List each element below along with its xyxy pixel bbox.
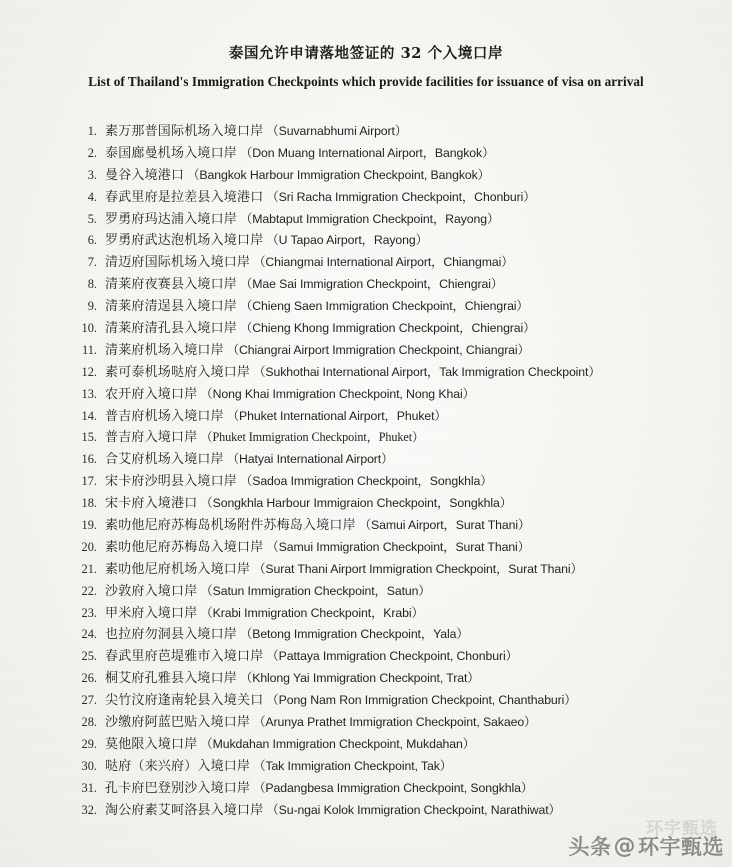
list-item-number: 1.: [87, 124, 97, 138]
list-item-number: 32.: [81, 802, 97, 817]
list-item-number: 8.: [87, 277, 97, 292]
watermark-at-symbol: @: [613, 833, 636, 859]
list-item-number: 24.: [81, 627, 97, 642]
list-item-name-chinese: 罗勇府玛达浦入境口岸: [105, 211, 238, 227]
list-item: [0, 623, 732, 645]
watermark: [569, 831, 725, 861]
list-item-number: 17.: [81, 474, 97, 489]
list-item: [0, 580, 732, 602]
list-item-name-chinese: 也拉府勿洞县入境口岸: [105, 627, 238, 643]
list-item: [0, 448, 732, 470]
list-item-name-english: （Bangkok Harbour Immigration Checkpoint, Bangkok）: [187, 167, 490, 182]
list-item-name-english: （Don Muang International Airport，Bangkok）: [240, 145, 495, 160]
list-item-name-english: （Sri Racha Immigration Checkpoint，Chonburi）: [266, 189, 536, 204]
list-item: [0, 295, 732, 317]
list-item: [0, 733, 732, 755]
list-item-name-english: （U Tapao Airport，Rayong）: [266, 233, 428, 248]
list-item-name-english: （Phuket Immigration Checkpoint，Phuket）: [200, 430, 425, 445]
list-item-name-english: （Betong Immigration Checkpoint，Yala）: [240, 627, 469, 642]
list-item-name-english: （Surat Thani Airport Immigration Checkpoint，Surat Thani）: [253, 561, 583, 576]
list-item-number: 25.: [81, 649, 97, 664]
list-item-name-chinese: 清迈府国际机场入境口岸: [105, 255, 251, 271]
watermark-account-name: 环宇甄选: [638, 835, 724, 859]
list-item-number: 6.: [87, 233, 97, 248]
list-item-name-english: （Songkhla Harbour Immigraion Checkpoint，Songkhla）: [200, 496, 512, 511]
list-item-number: 12.: [81, 364, 97, 379]
list-item-name-english: （Satun Immigration Checkpoint，Satun）: [200, 583, 431, 598]
list-item-name-chinese: 曼谷入境港口: [105, 167, 185, 183]
page-title-chinese: 泰国允许申请落地签证的 32 个入境口岸: [228, 45, 504, 62]
list-item-name-chinese: 桐艾府孔雅县入境口岸: [105, 671, 238, 687]
list-item-name-chinese: 农开府入境口岸: [105, 386, 198, 402]
list-item-number: 2.: [87, 145, 97, 160]
list-item-name-chinese: 素万那普国际机场入境口岸: [105, 124, 264, 139]
list-item-name-chinese: 素叻他尼府苏梅岛机场附件苏梅岛入境口岸: [105, 518, 356, 534]
list-item-name-chinese: 沙缴府阿蓝巴贴入境口岸: [105, 715, 251, 731]
list-item-name-english: （Tak Immigration Checkpoint, Tak）: [253, 758, 452, 773]
list-item-number: 5.: [87, 211, 97, 226]
list-item: [0, 689, 732, 711]
list-item-name-chinese: 普吉府机场入境口岸: [105, 408, 224, 424]
list-item-name-chinese: 泰国廊曼机场入境口岸: [105, 145, 238, 161]
list-item-number: 13.: [81, 386, 97, 401]
list-item: [0, 602, 732, 624]
list-item-name-english: （Khlong Yai Immigration Checkpoint, Trat）: [240, 671, 480, 686]
list-item-number: 7.: [87, 255, 97, 270]
list-item-name-english: （Padangbesa Immigration Checkpoint, Songkhla）: [253, 780, 534, 795]
list-item-name-chinese: 素叻他尼府苏梅岛入境口岸: [105, 539, 264, 555]
list-item-name-chinese: 清莱府清孔县入境口岸: [105, 321, 238, 337]
list-item-number: 3.: [87, 167, 97, 182]
list-item: [0, 164, 732, 186]
page-title-english: List of Thailand's Immigration Checkpoints which provide facilities for issuance of visa on arrival: [88, 74, 644, 89]
list-item-name-english: （Sadoa Immigration Checkpoint，Songkhla）: [240, 474, 493, 489]
list-item-number: 27.: [81, 693, 97, 708]
list-item-number: 19.: [81, 518, 97, 533]
list-item-name-chinese: 罗勇府武达泡机场入境口岸: [105, 233, 264, 249]
list-item: [0, 799, 732, 821]
list-item-name-chinese: 合艾府机场入境口岸: [105, 452, 224, 468]
checkpoint-list: [0, 120, 732, 821]
list-item-number: 20.: [81, 539, 97, 554]
list-item-number: 11.: [81, 342, 97, 357]
list-item-number: 9.: [87, 299, 97, 314]
list-item-name-english: （Mukdahan Immigration Checkpoint, Mukdahan）: [200, 736, 475, 751]
list-item-number: 16.: [81, 452, 97, 467]
list-item-name-chinese: 春武里府是拉差县入境港口: [105, 189, 264, 205]
list-item-name-english: （Arunya Prathet Immigration Checkpoint, Sakaeo）: [253, 715, 537, 730]
list-item-name-english: （Suvarnabhumi Airport）: [266, 124, 408, 138]
list-item: [0, 667, 732, 689]
list-item-name-english: （Samui Airport，Surat Thani）: [358, 518, 531, 533]
list-item-number: 28.: [81, 715, 97, 730]
list-item-name-chinese: 尖竹汶府逢南轮县入境关口: [105, 693, 264, 709]
list-item-name-english: （Pong Nam Ron Immigration Checkpoint, Chanthaburi）: [266, 693, 577, 708]
list-item-name-chinese: 春武里府芭堤雅市入境口岸: [105, 649, 264, 665]
list-item-name-chinese: 清莱府机场入境口岸: [105, 342, 224, 358]
list-item-name-chinese: 清莱府夜赛县入境口岸: [105, 277, 238, 293]
list-item-number: 31.: [81, 780, 97, 795]
list-item: [0, 711, 732, 733]
list-item-name-chinese: 沙敦府入境口岸: [105, 583, 198, 599]
list-item-name-english: （Nong Khai Immigration Checkpoint, Nong Khai）: [200, 386, 475, 401]
list-item-number: 30.: [81, 758, 97, 773]
list-item: [0, 777, 732, 799]
list-item-name-chinese: 普吉府入境口岸: [105, 430, 198, 446]
list-item: [0, 470, 732, 492]
list-item: [0, 229, 732, 251]
list-item-number: 29.: [81, 736, 97, 751]
watermark-prefix: 头条: [568, 835, 612, 859]
list-item-name-english: （Mae Sai Immigration Checkpoint，Chiengrai）: [240, 277, 504, 292]
list-item: [0, 383, 732, 405]
list-item: [0, 186, 732, 208]
list-item: [0, 120, 732, 142]
document-title-block: [0, 0, 732, 91]
list-item: [0, 492, 732, 514]
list-item: [0, 426, 732, 448]
list-item-name-chinese: 哒府（来兴府）入境口岸: [105, 758, 251, 774]
list-item: [0, 251, 732, 273]
list-item-name-english: （Chieng Khong Immigration Checkpoint，Chiengrai）: [240, 321, 536, 336]
list-item-number: 18.: [81, 496, 97, 511]
list-item-number: 21.: [81, 561, 97, 576]
list-item: [0, 558, 732, 580]
list-item: [0, 755, 732, 777]
watermark-ghost: 环宇甄选: [646, 819, 718, 839]
list-item-name-chinese: 甲米府入境口岸: [105, 605, 198, 621]
list-item-name-english: （Chiangrai Airport Immigration Checkpoint, Chiangrai）: [226, 342, 530, 357]
list-item: [0, 273, 732, 295]
list-item-name-english: （Phuket International Airport，Phuket）: [226, 408, 447, 423]
list-item-name-chinese: 孔卡府巴登别沙入境口岸: [105, 780, 251, 796]
list-item-name-chinese: 宋卡府入境港口: [105, 496, 198, 512]
list-item: [0, 645, 732, 667]
list-item-number: 10.: [81, 321, 97, 336]
list-item-name-chinese: 宋卡府沙明县入境口岸: [105, 474, 238, 490]
list-item-number: 15.: [81, 430, 97, 445]
list-item-number: 14.: [81, 408, 97, 423]
list-item-name-english: （Samui Immigration Checkpoint，Surat Thani）: [266, 539, 530, 554]
list-item-name-english: （Hatyai International Airport）: [226, 452, 394, 467]
list-item: [0, 514, 732, 536]
list-item: [0, 208, 732, 230]
list-item-name-english: （Krabi Immigration Checkpoint，Krabi）: [200, 605, 424, 620]
list-item: [0, 536, 732, 558]
list-item-name-chinese: 清莱府清逞县入境口岸: [105, 299, 238, 315]
list-item: [0, 317, 732, 339]
list-item-name-chinese: 素叻他尼府机场入境口岸: [105, 561, 251, 577]
list-item-number: 26.: [81, 671, 97, 686]
list-item-number: 4.: [87, 189, 97, 204]
list-item-name-english: （Chieng Saen Immigration Checkpoint，Chiengrai）: [240, 299, 529, 314]
list-item-name-english: （Pattaya Immigration Checkpoint, Chonburi）: [266, 649, 518, 664]
list-item-number: 23.: [81, 605, 97, 620]
list-item: [0, 361, 732, 383]
list-item-name-english: （Chiangmai International Airport，Chiangmai）: [253, 255, 514, 270]
list-item-name-english: （Su-ngai Kolok Immigration Checkpoint, Narathiwat）: [266, 802, 561, 817]
list-item-name-english: （Mabtaput Immigration Checkpoint，Rayong）: [240, 211, 500, 226]
list-item-name-english: （Sukhothai International Airport，Tak Immigration Checkpoint）: [253, 364, 601, 379]
list-item-name-chinese: 素可泰机场哒府入境口岸: [105, 364, 251, 380]
list-item: [0, 339, 732, 361]
list-item: [0, 142, 732, 164]
list-item-name-chinese: 淘公府素艾呵洛县入境口岸: [105, 802, 264, 818]
list-item-name-chinese: 莫他限入境口岸: [105, 736, 198, 752]
list-item-number: 22.: [81, 583, 97, 598]
list-item: [0, 405, 732, 427]
